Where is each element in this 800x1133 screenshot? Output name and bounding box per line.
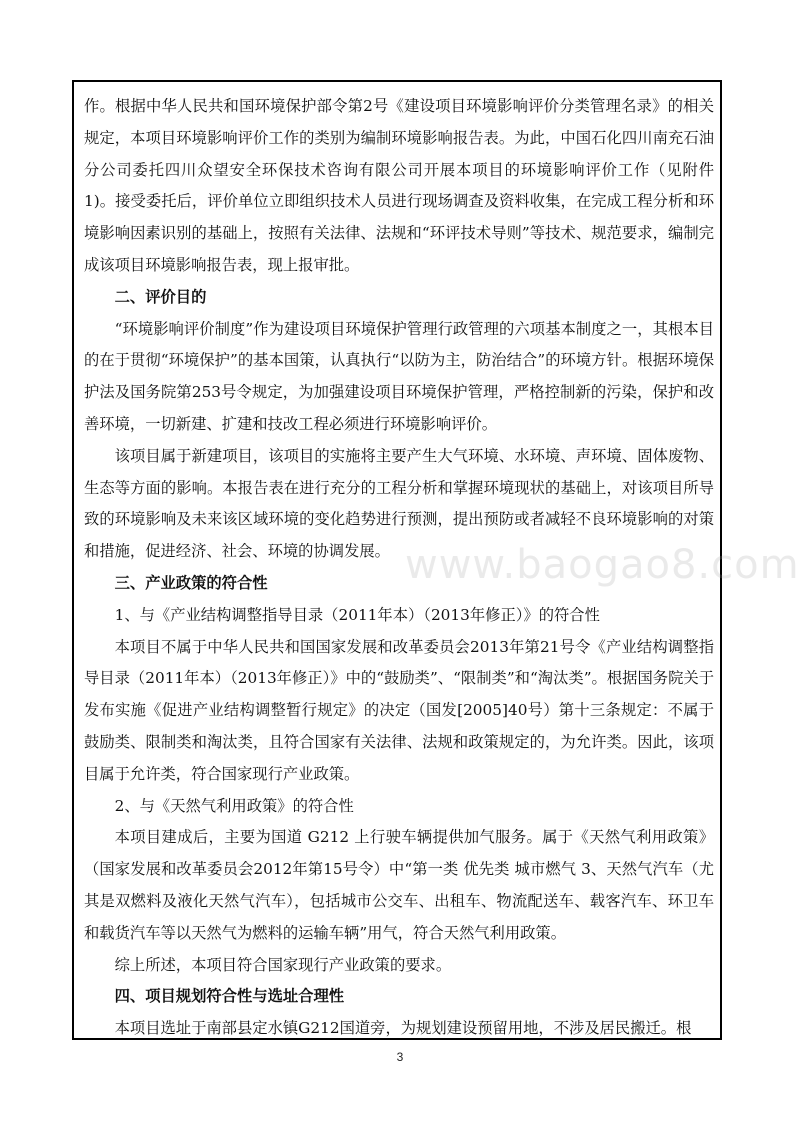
subheading-industrial-catalog: 1、与《产业结构调整指导目录（2011年本）（2013年修正）》的符合性 <box>114 605 600 624</box>
section-heading-evaluation-purpose: 二、评价目的 <box>114 287 207 306</box>
section-heading-industrial-policy: 三、产业政策的符合性 <box>114 573 268 592</box>
paragraph: 该项目属于新建项目，该项目的实施将主要产生大气环境、水环境、声环境、固体废物、生态等方面的影响。本报告表在进行充分的工程分析和掌握环境现状的基础上，对该项目所导致的环境影响及未来该区域环境的变化趋势进行预测，提出预防或者减轻不良环境影响的对策和措施，促进经济、社会、环境的协调发展。 <box>84 446 714 561</box>
paragraph: 本项目建成后，主要为国道 G212 上行驶车辆提供加气服务。属于《天然气利用政策》（国家发展和改革委员会2012年第15号令）中“第一类 优先类 城市燃气 3、天然气汽车（尤其是双燃料及液化天然气汽车），包括城市公交车、出租车、物流配送车、载客汽车、环卫车和载货汽车等以天然气为燃料的运输车辆”用气，符合天然气利用政策。 <box>84 828 714 942</box>
paragraph: 本项目不属于中华人民共和国国家发展和改革委员会2013年第21号令《产业结构调整指导目录（2011年本）（2013年修正）》中的“鼓励类”、“限制类”和“淘汰类”。根据国务院关于发布实施《促进产业结构调整暂行规定》的决定（国发[2005]40号）第十三条规定：不属于鼓励类、限制类和淘汰类，且符合国家有关法律、法规和政策规定的，为允许类。因此，该项目属于允许类，符合国家现行产业政策。 <box>84 637 714 783</box>
subheading-natural-gas-policy: 2、与《天然气利用政策》的符合性 <box>114 796 354 815</box>
paragraph: 本项目选址于南部县定水镇G212国道旁，为规划建设预留用地，不涉及居民搬迁。根 <box>114 1019 692 1038</box>
watermark: www.baogao8.com <box>405 542 800 588</box>
section-heading-site-selection: 四、项目规划符合性与选址合理性 <box>114 987 345 1006</box>
paragraph: “环境影响评价制度”作为建设项目环境保护管理行政管理的六项基本制度之一，其根本目的在于贯彻“环境保护”的基本国策，认真执行“以防为主，防治结合”的环境方针。根据环境保护法及国务院第253号令规定，为加强建设项目环境保护管理，严格控制新的污染，保护和改善环境，一切新建、扩建和技改工程必须进行环境影响评价。 <box>84 319 714 433</box>
paragraph-continuation: 作。根据中华人民共和国环境保护部令第2号《建设项目环境影响评价分类管理名录》的相关规定，本项目环境影响评价工作的类别为编制环境影响报告表。为此，中国石化四川南充石油分公司委托四川众望安全环保技术咨询有限公司开展本项目的环境影响评价工作（见附件 1)。接受委托后，评价单位立即组织技术人员进行现场调查及资料收集，在完成工程分析和环境影响因素识别的基础上，按照有关法律、法规和“环评技术导则”等技术、规范要求，编制完成该项目环境影响报告表，现上报审批。 <box>84 97 714 274</box>
page-number: 3 <box>396 1050 404 1064</box>
paragraph-summary: 综上所述，本项目符合国家现行产业政策的要求。 <box>114 955 452 974</box>
